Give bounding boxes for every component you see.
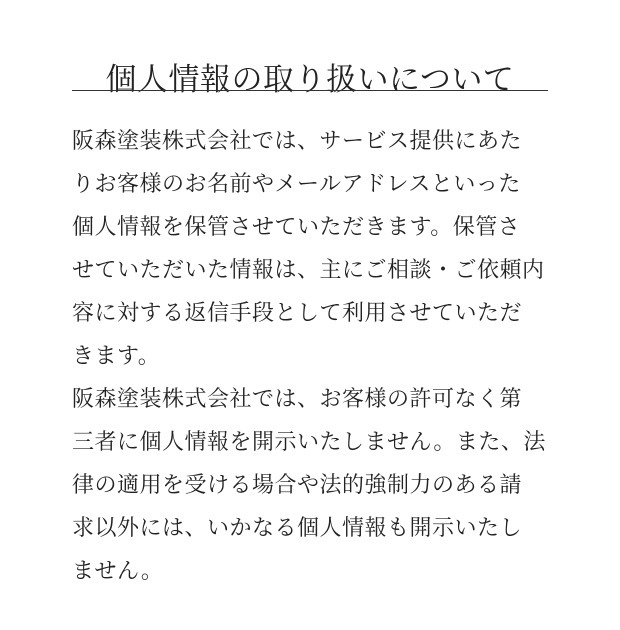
page-title: 個人情報の取り扱いについて [105, 61, 515, 98]
paragraph-non-disclosure [72, 378, 550, 593]
title-divider [72, 90, 548, 91]
policy-body [72, 120, 550, 593]
text-line: 阪森塗装株式会社では、サービス提供にあた [72, 129, 523, 154]
text-line: 容に対する返信手段として利用させていただ [72, 301, 523, 326]
text-line: りお客様のお名前やメールアドレスといった [72, 172, 521, 197]
text-line: 律の適用を受ける場合や法的強制力のある請 [72, 473, 523, 498]
text-line: 個人情報を保管させていただきます。保管さ [72, 215, 521, 240]
text-line: 阪森塗装株式会社では、お客様の許可なく第 [72, 387, 523, 412]
text-line: 求以外には、いかなる個人情報も開示いたし [72, 516, 523, 541]
text-line: ません。 [72, 559, 164, 584]
text-line: せていただいた情報は、主にご相談・ご依頼内 [72, 258, 545, 283]
text-line: 三者に個人情報を開示いたしません。また、法 [72, 430, 546, 455]
paragraph-data-usage [72, 120, 550, 378]
text-line: きます。 [72, 344, 161, 369]
